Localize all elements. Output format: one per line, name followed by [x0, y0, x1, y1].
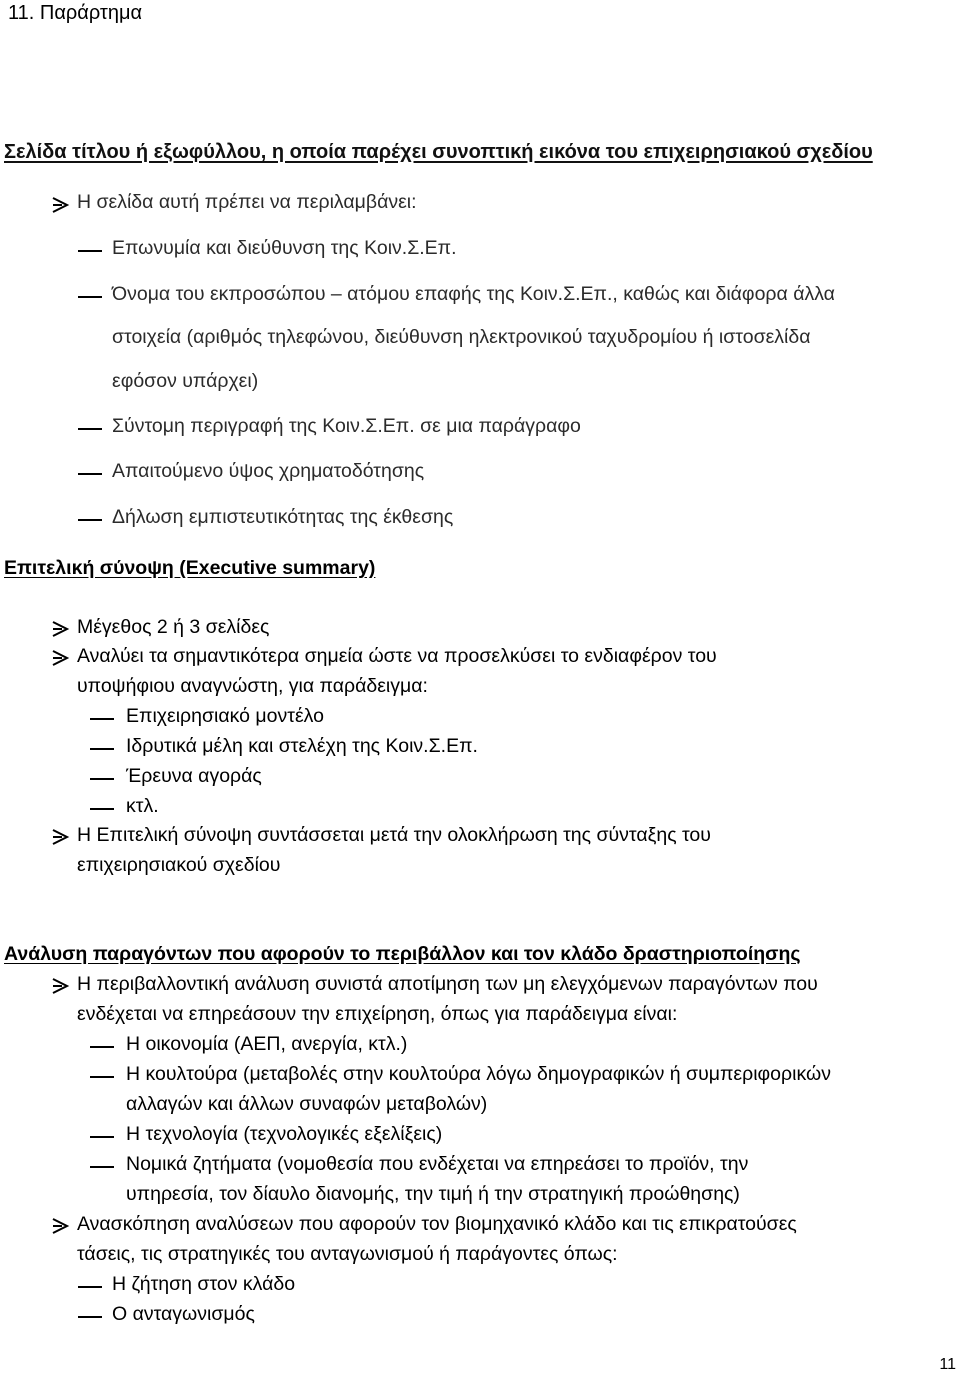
dash-bullet-icon — [78, 296, 102, 298]
arrow-bullet-icon — [50, 648, 70, 668]
dash-bullet-icon — [90, 778, 114, 780]
list-item: Η ζήτηση στον κλάδο — [112, 1273, 296, 1295]
dash-bullet-icon — [90, 808, 114, 810]
list-item: Ο ανταγωνισμός — [112, 1303, 255, 1325]
dash-bullet-icon — [78, 473, 102, 475]
bullet-text: Η σελίδα αυτή πρέπει να περιλαμβάνει: — [77, 191, 417, 213]
page-number: 11 — [939, 1356, 956, 1373]
arrow-bullet-icon — [50, 1216, 70, 1236]
dash-bullet-icon — [90, 1076, 114, 1078]
bullet-text-continuation: ενδέχεται να επηρεάσουν την επιχείρηση, όπως για παράδειγμα είναι: — [77, 1003, 678, 1025]
dash-bullet-icon — [90, 1046, 114, 1048]
list-item: κτλ. — [126, 795, 159, 817]
dash-bullet-icon — [78, 519, 102, 521]
arrow-bullet-icon — [50, 976, 70, 996]
bullet-text: Μέγεθος 2 ή 3 σελίδες — [77, 616, 270, 638]
list-item: Επιχειρησιακό μοντέλο — [126, 705, 324, 727]
page-heading: 11. Παράρτημα — [8, 2, 143, 24]
arrow-bullet-icon — [50, 195, 70, 215]
list-item: Επωνυμία και διεύθυνση της Κοιν.Σ.Επ. — [112, 237, 457, 259]
list-item: Απαιτούμενο ύψος χρηματοδότησης — [112, 460, 425, 482]
list-item: Δήλωση εμπιστευτικότητας της έκθεσης — [112, 506, 454, 528]
dash-bullet-icon — [90, 1136, 114, 1138]
arrow-bullet-icon — [50, 827, 70, 847]
list-item: Ιδρυτικά μέλη και στελέχη της Κοιν.Σ.Επ. — [126, 735, 478, 757]
list-item: Η οικονομία (ΑΕΠ, ανεργία, κτλ.) — [126, 1033, 408, 1055]
dash-bullet-icon — [78, 1286, 102, 1288]
dash-bullet-icon — [90, 748, 114, 750]
list-item: Νομικά ζητήματα (νομοθεσία που ενδέχεται να επηρεάσει το προϊόν, την — [126, 1153, 749, 1175]
section-title-environment-analysis: Ανάλυση παραγόντων που αφορούν το περιβάλλον και τον κλάδο δραστηριοποίησης — [4, 943, 801, 965]
arrow-bullet-icon — [50, 619, 70, 639]
dash-bullet-icon — [90, 718, 114, 720]
dash-bullet-icon — [78, 428, 102, 430]
list-item-continuation: στοιχεία (αριθμός τηλεφώνου, διεύθυνση ηλεκτρονικού ταχυδρομίου ή ιστοσελίδα — [112, 326, 811, 348]
bullet-text: Η περιβαλλοντική ανάλυση συνιστά αποτίμηση των μη ελεγχόμενων παραγόντων που — [77, 973, 818, 995]
dash-bullet-icon — [78, 250, 102, 252]
section-title-cover-page: Σελίδα τίτλου ή εξωφύλλου, η οποία παρέχει συνοπτική εικόνα του επιχειρησιακού σχεδίου — [4, 141, 873, 163]
list-item: Σύντομη περιγραφή της Κοιν.Σ.Επ. σε μια παράγραφο — [112, 415, 581, 437]
bullet-text: Η Επιτελική σύνοψη συντάσσεται μετά την ολοκλήρωση της σύνταξης του — [77, 824, 711, 846]
bullet-text: Ανασκόπηση αναλύσεων που αφορούν τον βιομηχανικό κλάδο και τις επικρατούσες — [77, 1213, 797, 1235]
list-item-continuation: αλλαγών και άλλων συναφών μεταβολών) — [126, 1093, 488, 1115]
bullet-text: Αναλύει τα σημαντικότερα σημεία ώστε να προσελκύσει το ενδιαφέρον του — [77, 645, 717, 667]
bullet-text-continuation: επιχειρησιακού σχεδίου — [77, 854, 281, 876]
list-item: Όνομα του εκπροσώπου – ατόμου επαφής της Κοιν.Σ.Επ., καθώς και διάφορα άλλα — [112, 283, 835, 305]
dash-bullet-icon — [90, 1166, 114, 1168]
section-title-executive-summary: Επιτελική σύνοψη (Executive summary) — [4, 557, 376, 579]
list-item: Η κουλτούρα (μεταβολές στην κουλτούρα λόγω δημογραφικών ή συμπεριφορικών — [126, 1063, 831, 1085]
list-item: Η τεχνολογία (τεχνολογικές εξελίξεις) — [126, 1123, 443, 1145]
list-item-continuation: εφόσον υπάρχει) — [112, 370, 259, 392]
list-item: Έρευνα αγοράς — [126, 765, 262, 787]
list-item-continuation: υπηρεσία, τον δίαυλο διανομής, την τιμή ή την στρατηγική προώθησης) — [126, 1183, 740, 1205]
bullet-text-continuation: τάσεις, τις στρατηγικές του ανταγωνισμού ή παράγοντες όπως: — [77, 1243, 618, 1265]
bullet-text-continuation: υποψήφιου αναγνώστη, για παράδειγμα: — [77, 675, 428, 697]
dash-bullet-icon — [78, 1316, 102, 1318]
